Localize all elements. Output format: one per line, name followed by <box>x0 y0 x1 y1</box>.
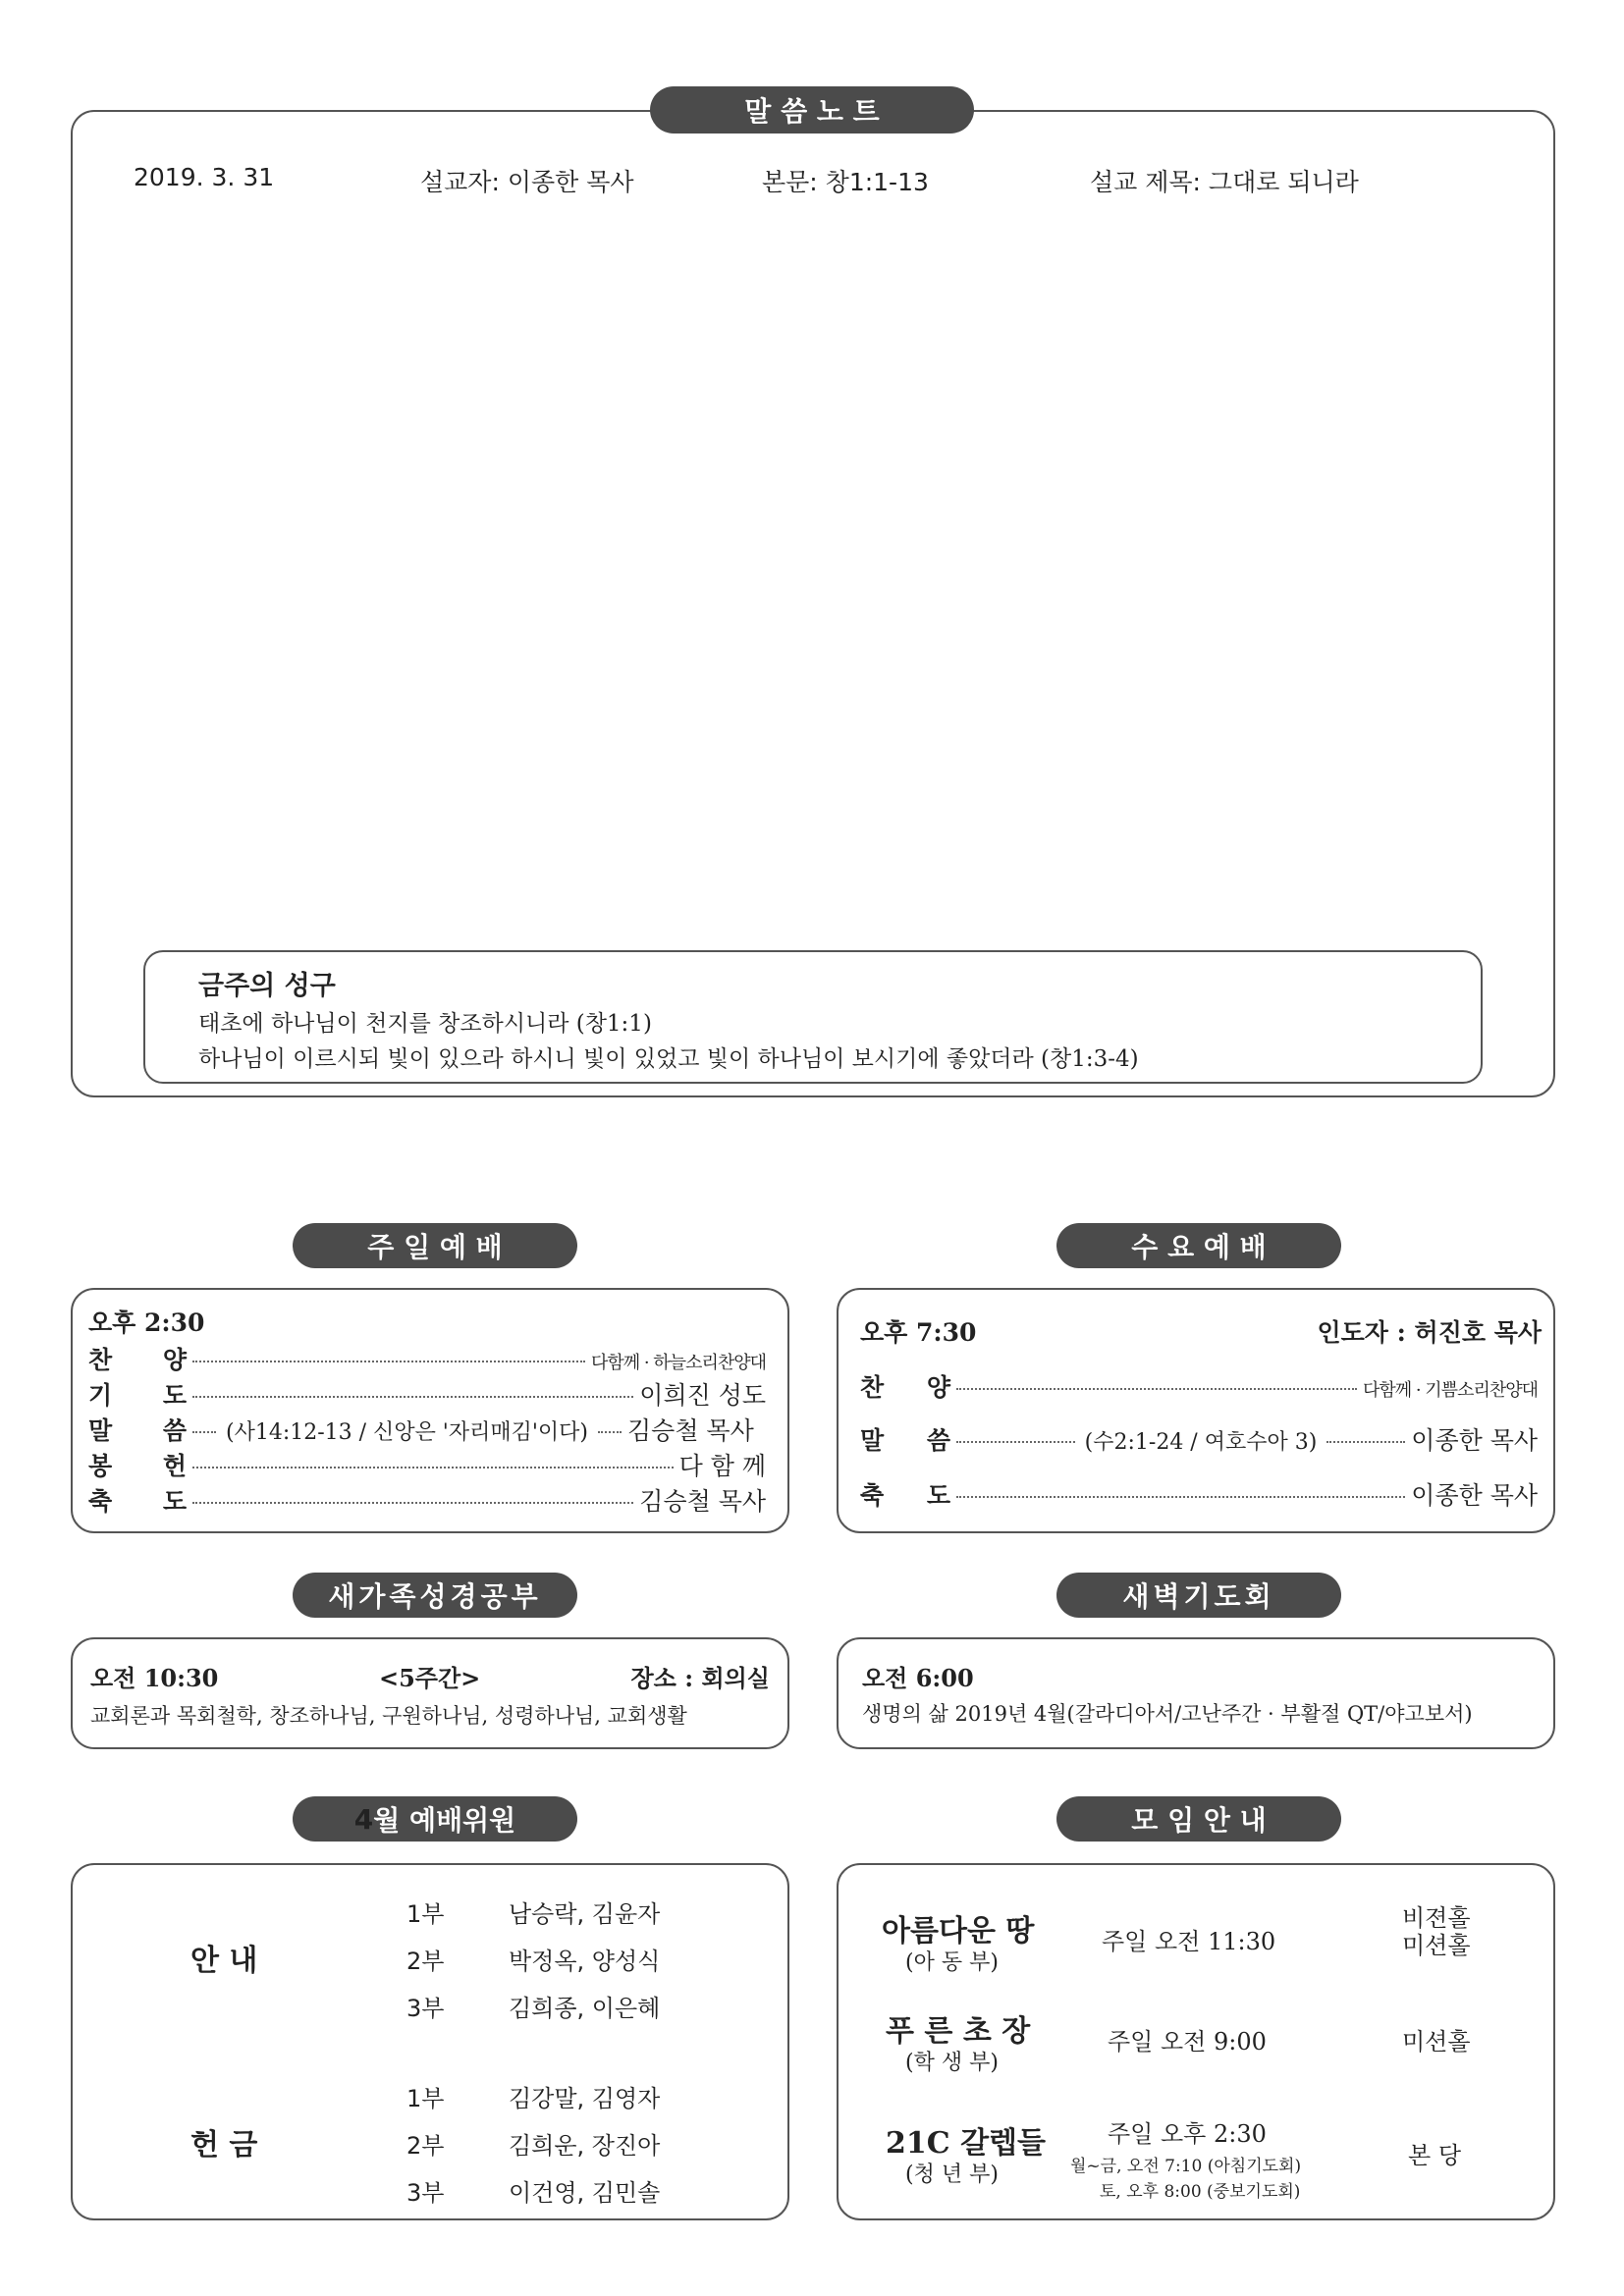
weekly-verse-heading: 금주의 성구 <box>198 971 336 1001</box>
committee-names: 남승락, 김윤자 <box>509 1900 661 1928</box>
meeting-time: 주일 오전 9:00 <box>1108 2028 1267 2056</box>
committee-names: 김희운, 장진아 <box>509 2132 661 2160</box>
sunday-row: 찬 양 다함께 · 하늘소리찬양대 <box>88 1346 766 1374</box>
april-committee-title-text: 월 예배위원 <box>373 1804 516 1837</box>
meetings-title: 모 임 안 내 <box>1056 1796 1341 1842</box>
weekly-verse-line2: 하나님이 이르시되 빛이 있으라 하시니 빛이 있었고 빛이 하나님이 보시기에 좋았더라 (창1:3-4) <box>198 1046 1139 1072</box>
sunday-row-value: 김승철 목사 <box>627 1416 754 1445</box>
wednesday-row: 말 씀 (수2:1-24 / 여호수아 3) 이종한 목사 <box>860 1421 1538 1457</box>
sunday-row-value: 이희진 성도 <box>639 1381 766 1410</box>
meeting-schedule-weekday: 월~금, 오전 7:10 (아침기도회) <box>1070 2157 1302 2176</box>
meeting-place: 본 당 <box>1408 2142 1461 2169</box>
wednesday-row-value: 이종한 목사 <box>1411 1481 1538 1510</box>
meeting-name: 21C 갈렙들 <box>886 2126 1047 2161</box>
meeting-dept: (학 생 부) <box>905 2051 999 2075</box>
april-committee-title-number: 4 <box>353 1802 374 1836</box>
meeting-place: 비젼홀 미션홀 <box>1402 1904 1471 1959</box>
committee-part: 2부 <box>406 2132 445 2160</box>
wednesday-service-time: 오후 7:30 <box>860 1318 977 1347</box>
family-bible-time: 오전 10:30 <box>90 1664 219 1692</box>
wednesday-row: 찬 양 다함께 · 기쁨소리찬양대 <box>860 1373 1538 1402</box>
wednesday-row-value: 다함께 · 기쁨소리찬양대 <box>1362 1380 1538 1401</box>
committee-group-name: 헌 금 <box>190 2128 258 2163</box>
sermon-note-title: 말 씀 노 트 <box>650 86 974 133</box>
committee-names: 박정옥, 양성식 <box>509 1948 661 1975</box>
meeting-dept: (아 동 부) <box>905 1950 999 1975</box>
sunday-service-title: 주 일 예 배 <box>293 1223 577 1268</box>
meeting-place: 미션홀 <box>1402 2028 1471 2056</box>
wednesday-service-title: 수 요 예 배 <box>1056 1223 1341 1268</box>
sunday-row: 기 도 이희진 성도 <box>88 1376 766 1412</box>
wednesday-row-value: 이종한 목사 <box>1411 1426 1538 1455</box>
sunday-row: 축 도 김승철 목사 <box>88 1482 766 1518</box>
committee-names: 김희종, 이은혜 <box>509 1995 661 2022</box>
family-bible-title: 새가족성경공부 <box>293 1573 577 1618</box>
family-bible-topics: 교회론과 목회철학, 창조하나님, 구원하나님, 성령하나님, 교회생활 <box>90 1704 687 1728</box>
sunday-row-value: 다 함 께 <box>678 1452 766 1480</box>
committee-part: 1부 <box>406 2085 445 2112</box>
meeting-name: 아름다운 땅 <box>882 1914 1035 1949</box>
weekly-verse-line1: 태초에 하나님이 천지를 창조하시니라 (창1:1) <box>198 1011 652 1037</box>
meeting-schedule-saturday: 토, 오후 8:00 (중보기도회) <box>1100 2182 1301 2202</box>
sunday-service-time: 오후 2:30 <box>88 1308 205 1337</box>
wednesday-row: 축 도 이종한 목사 <box>860 1476 1538 1512</box>
april-committee-title <box>293 1796 577 1842</box>
committee-part: 3부 <box>406 1995 445 2022</box>
sunday-row: 봉 헌 다 함 께 <box>88 1447 766 1482</box>
sermon-preacher: 설교자: 이종한 목사 <box>420 168 634 196</box>
wednesday-sermon-reference: (수2:1-24 / 여호수아 3) <box>1084 1430 1318 1455</box>
meeting-time: 주일 오전 11:30 <box>1102 1928 1276 1955</box>
dawn-prayer-desc: 생명의 삶 2019년 4월(갈라디아서/고난주간 · 부활절 QT/야고보서) <box>862 1702 1473 1726</box>
sermon-date: 2019. 3. 31 <box>134 163 275 191</box>
family-bible-box <box>71 1637 789 1749</box>
dawn-prayer-title: 새벽기도회 <box>1056 1573 1341 1618</box>
committee-names: 김강말, 김영자 <box>509 2085 661 2112</box>
dawn-prayer-box <box>837 1637 1555 1749</box>
sunday-row-value: 김승철 목사 <box>639 1487 766 1516</box>
committee-part: 3부 <box>406 2179 445 2207</box>
sunday-row-value: 다함께 · 하늘소리찬양대 <box>590 1353 766 1373</box>
sunday-sermon-reference: (사14:12-13 / 신앙은 '자리매김'이다) <box>226 1420 589 1445</box>
meeting-time: 주일 오후 2:30 <box>1108 2120 1267 2148</box>
committee-names: 이건영, 김민솔 <box>509 2179 661 2207</box>
dawn-prayer-time: 오전 6:00 <box>862 1664 974 1692</box>
family-bible-weeks: <5주간> <box>379 1664 481 1692</box>
sunday-row: 말 씀 (사14:12-13 / 신앙은 '자리매김'이다) 김승철 목사 <box>88 1412 766 1447</box>
sermon-title: 설교 제목: 그대로 되니라 <box>1090 168 1359 196</box>
committee-group-name: 안 내 <box>190 1944 258 1978</box>
sermon-text: 본문: 창1:1-13 <box>762 168 929 196</box>
meeting-name: 푸 른 초 장 <box>886 2014 1031 2049</box>
committee-part: 2부 <box>406 1948 445 1975</box>
committee-part: 1부 <box>406 1900 445 1928</box>
wednesday-service-leader: 인도자 : 허진호 목사 <box>1317 1318 1542 1347</box>
family-bible-place: 장소 : 회의실 <box>630 1664 770 1692</box>
meeting-dept: (청 년 부) <box>905 2163 999 2187</box>
